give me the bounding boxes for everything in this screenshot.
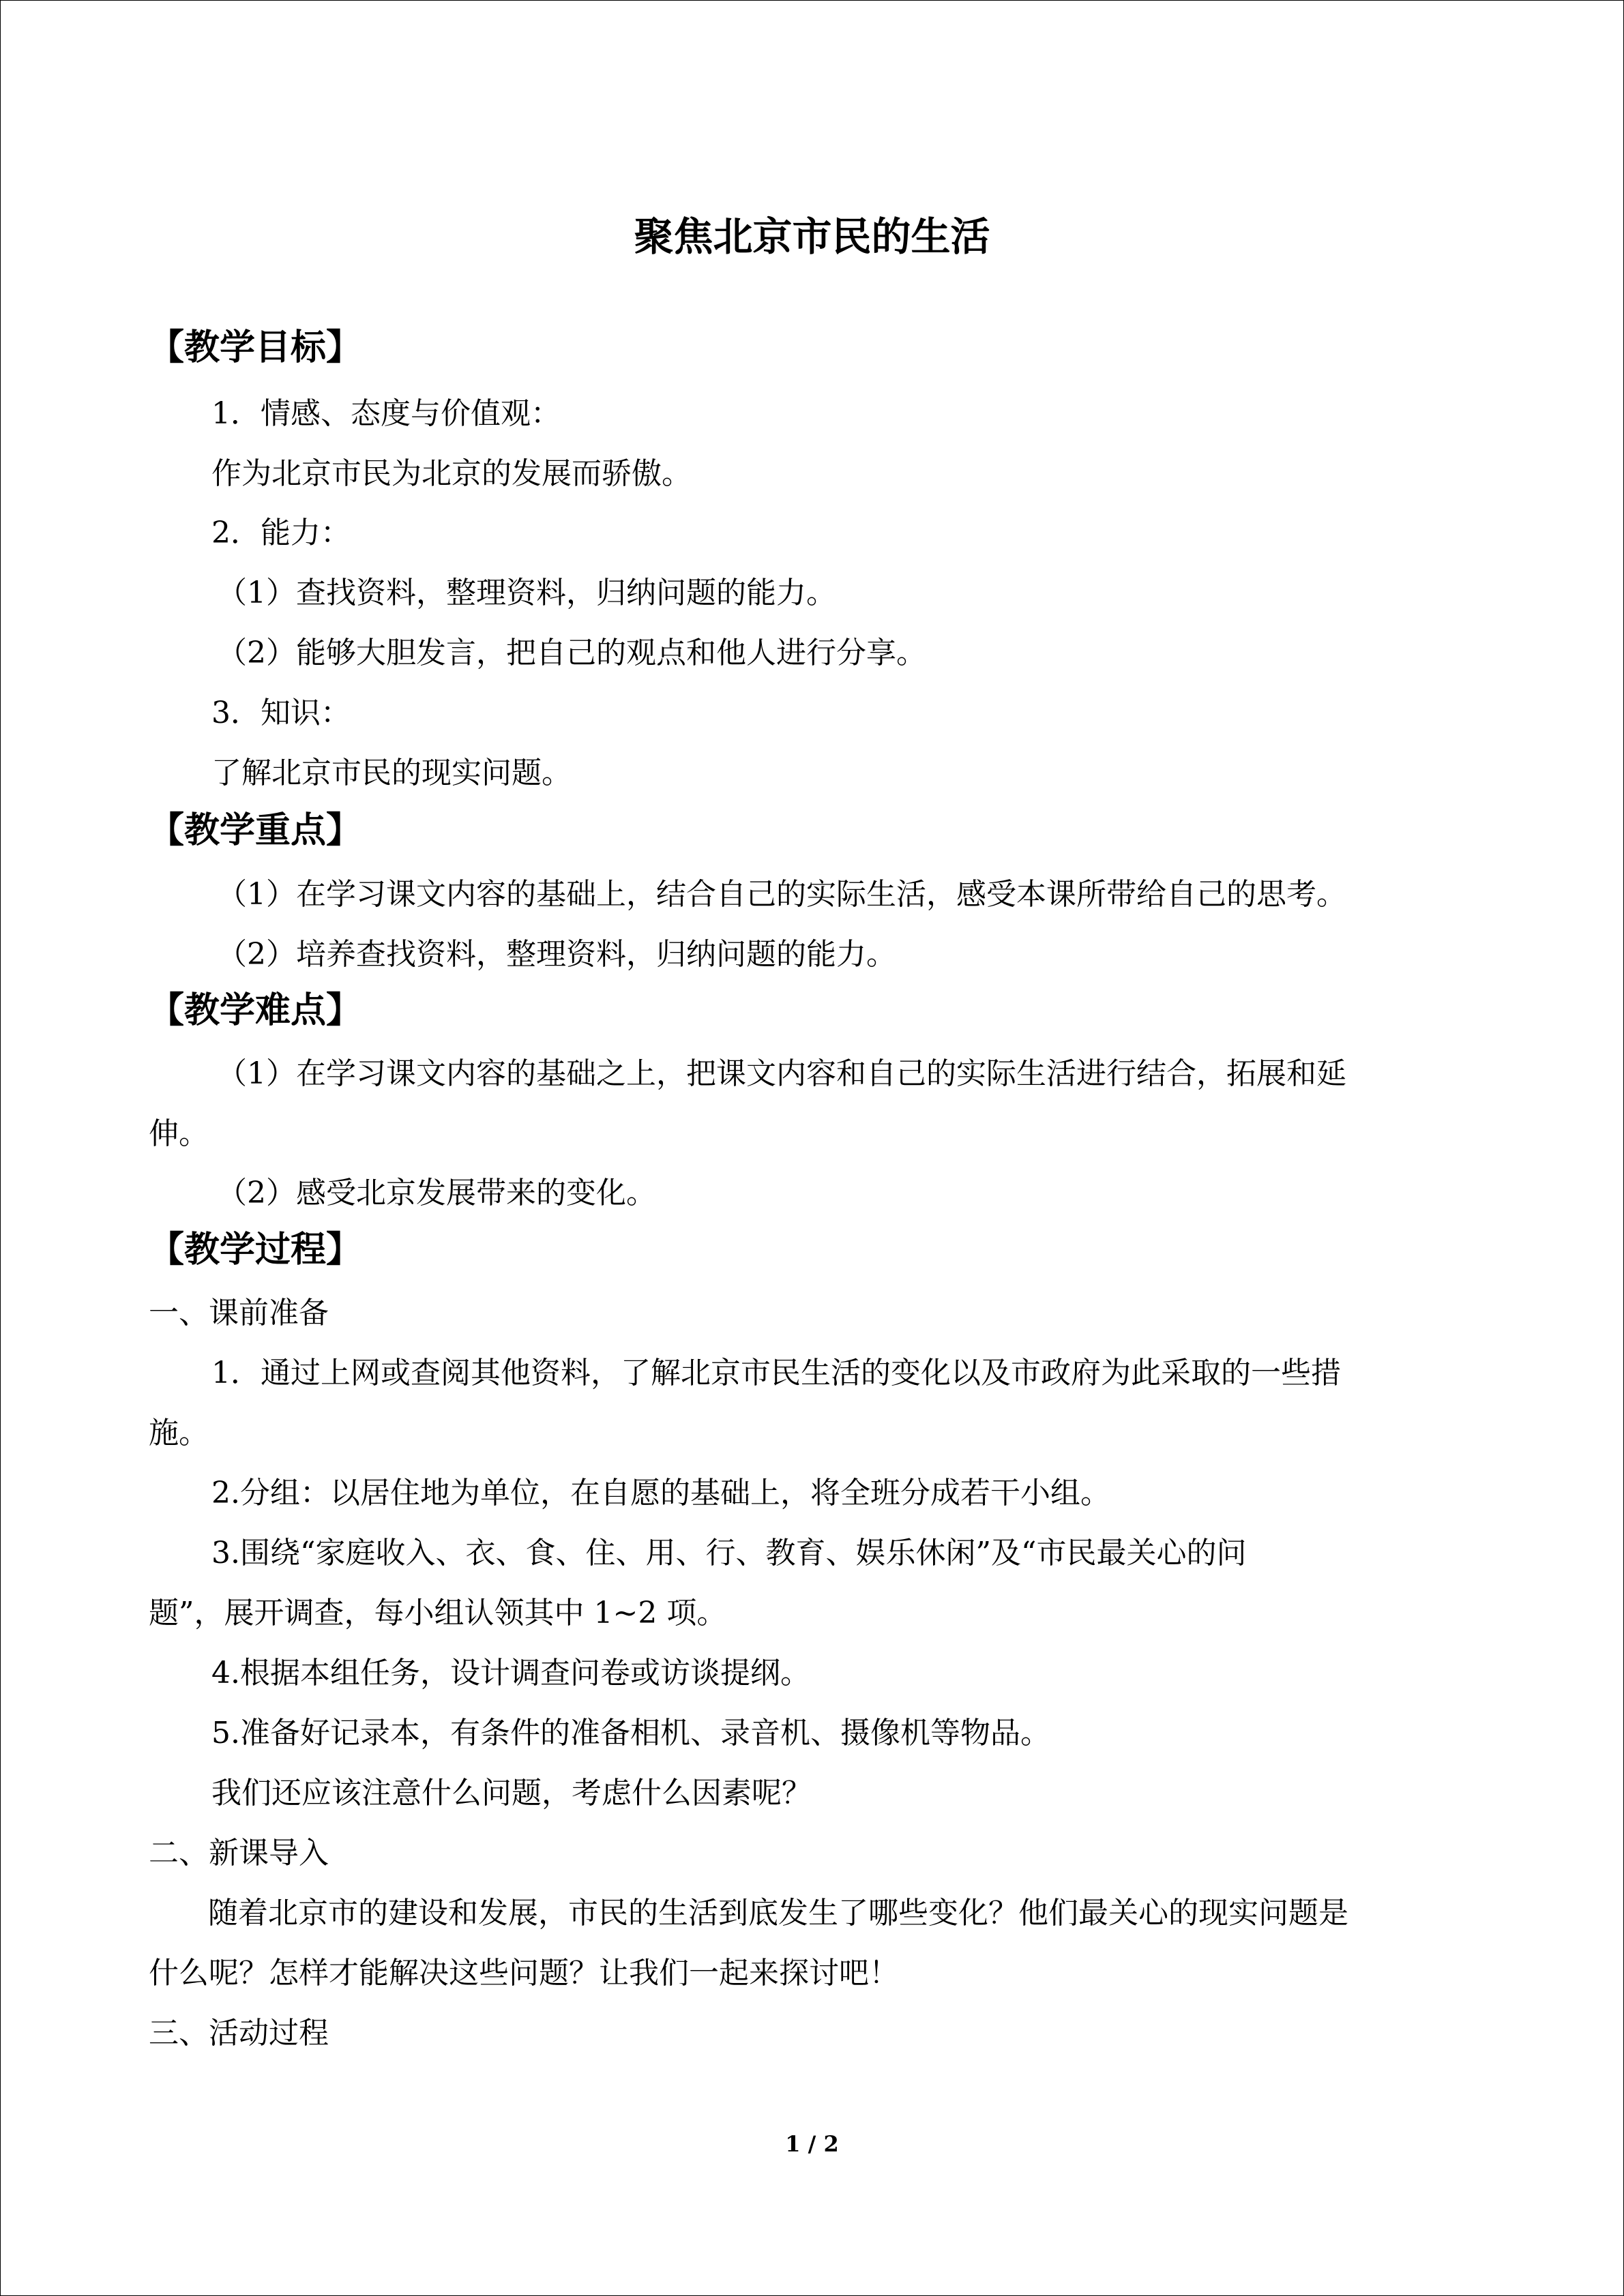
section-heading-difficulties: 【教学难点】 [149,990,362,1031]
goals-line-5: （2）能够大胆发言，把自己的观点和他人进行分享。 [217,636,926,670]
difficulties-line-3: （2）感受北京发展带来的变化。 [217,1176,656,1210]
process-line-9: 我们还应该注意什么问题，考虑什么因素呢？ [211,1776,812,1810]
section-heading-key-points: 【教学重点】 [149,810,362,851]
goals-line-3: 2．能力： [211,516,351,550]
key-points-line-1: （1）在学习课文内容的基础上，结合自己的实际生活，感受本课所带给自己的思考。 [217,877,1346,912]
process-line-13: 三、活动过程 [149,2016,329,2051]
process-line-2: 1．通过上网或查阅其他资料，了解北京市民生活的变化以及市政府为此采取的一些措 [211,1356,1341,1390]
section-heading-process: 【教学过程】 [149,1229,362,1270]
difficulties-line-1: （1）在学习课文内容的基础之上，把课文内容和自己的实际生活进行结合，拓展和延 [217,1056,1346,1091]
process-line-12: 什么呢？怎样才能解决这些问题？让我们一起来探讨吧！ [149,1956,899,1991]
process-line-5: 3.围绕“家庭收入、衣、食、住、用、行、教育、娱乐休闲”及“市民最关心的问 [211,1536,1247,1570]
goals-line-2: 作为北京市民为北京的发展而骄傲。 [211,456,692,491]
goals-line-4: （1）查找资料，整理资料，归纳问题的能力。 [217,576,836,610]
process-line-3: 施。 [149,1416,209,1450]
key-points-line-2: （2）培养查找资料，整理资料，归纳问题的能力。 [217,937,896,972]
process-line-1: 一、课前准备 [149,1296,329,1330]
goals-line-6: 3．知识： [211,696,351,730]
process-line-11: 随着北京市的建设和发展，市民的生活到底发生了哪些变化？他们最关心的现实问题是 [208,1896,1348,1930]
goals-line-7: 了解北京市民的现实问题。 [211,756,572,790]
process-line-10: 二、新课导入 [149,1836,329,1870]
process-line-7: 4.根据本组任务，设计调查问卷或访谈提纲。 [211,1656,810,1690]
document-title: 聚焦北京市民的生活 [634,213,990,260]
process-line-8: 5.准备好记录本，有条件的准备相机、录音机、摄像机等物品。 [211,1716,1050,1750]
process-line-4: 2.分组：以居住地为单位，在自愿的基础上，将全班分成若干小组。 [211,1476,1110,1510]
process-line-6: 题”，展开调查，每小组认领其中 1~2 项。 [149,1596,727,1630]
difficulties-line-2: 伸。 [149,1116,209,1151]
page-number: 1 / 2 [785,2131,839,2157]
goals-line-1: 1．情感、态度与价值观： [211,396,561,431]
section-heading-goals: 【教学目标】 [149,327,362,368]
